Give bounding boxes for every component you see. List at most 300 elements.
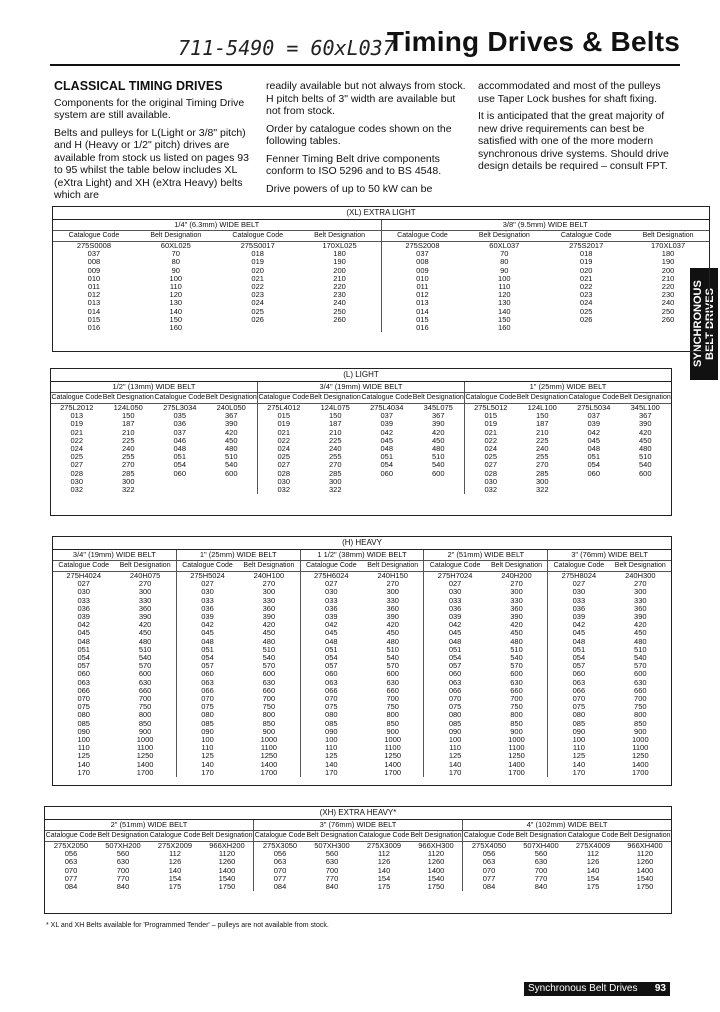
- table-cell: 025: [579, 306, 593, 316]
- table-cell: 900: [386, 726, 399, 736]
- table-cell: 360: [262, 603, 276, 613]
- table-cell: 025: [70, 452, 83, 462]
- table-cell: 030: [448, 587, 462, 597]
- table-cell: 015: [484, 411, 497, 421]
- table-cell: 028: [484, 468, 497, 478]
- table-cell: 700: [262, 694, 276, 704]
- table-cell: 048: [587, 444, 600, 454]
- table-cell: 027: [70, 460, 83, 470]
- width-group: [45, 820, 254, 891]
- table-cell: 075: [448, 702, 462, 712]
- table-cell: 1120: [427, 849, 445, 859]
- table-cell: 800: [634, 710, 647, 720]
- table-cell: 112: [587, 849, 599, 859]
- table-cell: 840: [116, 882, 130, 892]
- table-cell: 125: [572, 751, 586, 761]
- table-cell: 033: [325, 595, 338, 605]
- table-cell: 037: [87, 249, 101, 259]
- table-cell: 480: [224, 444, 238, 454]
- table-cell: 322: [535, 485, 549, 495]
- group-label: 3/4" (19mm) WIDE BELT: [258, 382, 464, 393]
- table-cell: 450: [386, 628, 399, 638]
- table-cell: 900: [262, 726, 276, 736]
- table-cell: 063: [273, 857, 287, 867]
- table-cell: 70: [500, 249, 509, 259]
- table-cell: 630: [138, 677, 152, 687]
- column-header: Belt Designation: [119, 562, 171, 569]
- table-cell: 140: [201, 759, 214, 769]
- table-cell: 085: [448, 718, 462, 728]
- table-cell: 042: [587, 427, 600, 437]
- table-cell: 110: [169, 282, 182, 292]
- data-column: [258, 404, 310, 494]
- table-cell: 063: [201, 677, 214, 687]
- data-column: [114, 572, 175, 777]
- table-cell: 1400: [384, 759, 402, 769]
- belt-width-groups: [53, 550, 671, 777]
- table-cell: 023: [579, 290, 593, 300]
- table-cell: 230: [333, 290, 346, 300]
- table-cell: 066: [201, 685, 214, 695]
- table-cell: 054: [325, 653, 338, 663]
- column-header: Catalogue Code: [68, 232, 120, 239]
- column-header: Catalogue Code: [149, 832, 201, 839]
- table-cell: 420: [510, 620, 523, 630]
- table-cell: 190: [661, 257, 675, 267]
- table-cell: 054: [448, 653, 462, 663]
- table-cell: 275H8024: [561, 571, 597, 580]
- table-cell: 420: [431, 427, 445, 437]
- width-group: [53, 220, 382, 332]
- table-cell: 100: [498, 273, 511, 283]
- table-cell: 033: [77, 595, 90, 605]
- data-column: [177, 572, 238, 777]
- table-cell: 054: [587, 460, 600, 470]
- table-cell: [154, 486, 206, 494]
- table-cell: 051: [173, 452, 186, 462]
- table-cell: 800: [138, 710, 152, 720]
- table-cell: 027: [572, 579, 586, 589]
- data-column: [568, 404, 620, 494]
- table-cell: 085: [201, 718, 214, 728]
- table-cell: 019: [251, 257, 264, 267]
- table-cell: 570: [510, 661, 523, 671]
- table-cell: 170: [325, 767, 338, 777]
- table-cell: 570: [138, 661, 152, 671]
- table-cell: 210: [333, 273, 346, 283]
- table-cell: 285: [535, 468, 549, 478]
- table-cell: 063: [482, 857, 496, 867]
- table-cell: 1700: [260, 767, 278, 777]
- table-cell: 275H4024: [66, 571, 102, 580]
- column-header: Belt Designation: [150, 232, 202, 239]
- column-header: Catalogue Code: [45, 832, 97, 839]
- table-cell: 080: [77, 710, 90, 720]
- table-body: [177, 572, 300, 777]
- table-cell: 1000: [508, 735, 525, 745]
- table-cell: 125: [448, 751, 462, 761]
- table-cell: 150: [498, 314, 511, 324]
- table-cell: 140: [572, 759, 586, 769]
- table-cell: 020: [579, 265, 593, 275]
- column-header: Catalogue Code: [258, 394, 310, 401]
- table-cell: 1100: [632, 743, 649, 753]
- table-cell: 051: [587, 452, 600, 462]
- table-cell: 507XH400: [523, 841, 559, 850]
- table-body: [382, 242, 710, 332]
- table-cell: 045: [77, 628, 90, 638]
- intro-paragraph: Components for the original Timing Drive system are still available.: [54, 96, 245, 121]
- table-cell: 275X3050: [262, 841, 298, 850]
- table-title: (L) LIGHT: [51, 369, 671, 382]
- table-cell: 030: [201, 587, 214, 597]
- table-cell: 80: [171, 257, 180, 267]
- data-column: [97, 842, 149, 891]
- table-cell: 60XL037: [489, 241, 520, 250]
- table-cell: 170XL025: [322, 241, 357, 250]
- table-cell: 057: [77, 661, 90, 671]
- table-body: [465, 404, 671, 494]
- table-cell: 770: [325, 873, 339, 883]
- column-header: Catalogue Code: [154, 394, 206, 401]
- table-cell: 630: [325, 857, 339, 867]
- data-column: [486, 572, 547, 777]
- table-cell: 540: [638, 460, 652, 470]
- table-cell: 056: [273, 849, 287, 859]
- table-cell: 560: [534, 849, 548, 859]
- table-cell: 112: [169, 849, 181, 859]
- table-cell: 035: [173, 411, 186, 421]
- table-cell: 025: [251, 306, 264, 316]
- table-cell: 275H6024: [313, 571, 349, 580]
- table-cell: 060: [201, 669, 214, 679]
- table-cell: [568, 486, 620, 494]
- table-cell: 045: [325, 628, 338, 638]
- column-header: Belt Designation: [367, 562, 419, 569]
- column-header: Catalogue Code: [568, 394, 620, 401]
- table-cell: 051: [572, 644, 586, 654]
- table-cell: 250: [661, 306, 675, 316]
- table-body: [424, 572, 547, 777]
- table-cell: 480: [634, 636, 647, 646]
- table-cell: 510: [638, 452, 652, 462]
- table-cell: 048: [77, 636, 90, 646]
- table-cell: 027: [77, 579, 90, 589]
- column-header: Belt Designation: [412, 394, 464, 401]
- table-cell: 018: [579, 249, 593, 259]
- table-cell: 036: [173, 419, 186, 429]
- table-cell: 170: [201, 767, 214, 777]
- table-cell: 039: [201, 612, 214, 622]
- table-cell: 077: [64, 873, 78, 883]
- table-cell: 124L100: [527, 403, 557, 412]
- column-header: Belt Designation: [614, 562, 666, 569]
- table-cell: 322: [121, 485, 135, 495]
- group-label: 2" (51mm) WIDE BELT: [424, 550, 547, 561]
- table-cell: 300: [535, 476, 549, 486]
- group-label: 1/2" (13mm) WIDE BELT: [51, 382, 257, 393]
- table-cell: 600: [638, 468, 652, 478]
- column-header: Belt Designation: [410, 832, 462, 839]
- data-column: [620, 404, 672, 494]
- table-cell: 1400: [636, 865, 654, 875]
- table-cell: 275L5034: [577, 403, 611, 412]
- group-label: 3/4" (19mm) WIDE BELT: [53, 550, 176, 561]
- table-cell: 090: [325, 726, 338, 736]
- table-cell: 270: [634, 579, 647, 589]
- table-body: [51, 404, 257, 494]
- table-cell: 025: [484, 452, 497, 462]
- column-header: Belt Designation: [478, 232, 530, 239]
- table-cell: 540: [386, 653, 399, 663]
- table-cell: 090: [448, 726, 462, 736]
- table-cell: 126: [377, 857, 391, 867]
- table-cell: 322: [328, 485, 342, 495]
- table-cell: 390: [224, 419, 238, 429]
- xl-table: [52, 206, 710, 352]
- table-cell: 126: [168, 857, 182, 867]
- table-cell: 045: [572, 628, 586, 638]
- table-cell: 275S0008: [76, 241, 112, 250]
- table-cell: 090: [77, 726, 90, 736]
- column-header: Belt Designation: [515, 832, 567, 839]
- width-group: [51, 382, 258, 494]
- table-cell: 1250: [260, 751, 278, 761]
- table-cell: 367: [224, 411, 238, 421]
- table-cell: 060: [380, 468, 393, 478]
- table-cell: 063: [64, 857, 78, 867]
- table-cell: 1000: [136, 735, 154, 745]
- table-cell: 014: [416, 306, 429, 316]
- table-body: [463, 842, 671, 891]
- table-cell: 510: [634, 644, 647, 654]
- column-header: Catalogue Code: [463, 832, 515, 839]
- table-cell: 084: [64, 882, 78, 892]
- table-cell: 140: [325, 759, 338, 769]
- table-cell: 560: [325, 849, 339, 859]
- group-label: 1 1/2" (38mm) WIDE BELT: [301, 550, 424, 561]
- table-cell: 039: [325, 612, 338, 622]
- data-column: [45, 842, 97, 891]
- table-cell: 018: [251, 249, 264, 259]
- table-cell: 1750: [636, 882, 654, 892]
- table-cell: 120: [498, 290, 511, 300]
- table-cell: 030: [484, 476, 497, 486]
- table-cell: 080: [201, 710, 214, 720]
- table-cell: 300: [510, 587, 523, 597]
- table-cell: 230: [661, 290, 675, 300]
- table-title: (H) HEAVY: [53, 537, 671, 550]
- table-cell: 037: [173, 427, 186, 437]
- table-cell: 190: [333, 257, 346, 267]
- intro-paragraph: Belts and pulleys for L(Light or 3/8" pitch) and H (Heavy or 1/2" pitch) drives are available from stock us listed on pages 93 to 95 whilst the table below includes XL (eXtra Light) and XH (eXtra Heavy) belts which are: [54, 126, 249, 201]
- belt-width-groups: [53, 220, 709, 332]
- table-cell: 1120: [218, 849, 236, 859]
- table-cell: 150: [121, 411, 135, 421]
- table-cell: 210: [328, 427, 342, 437]
- table-cell: 060: [325, 669, 338, 679]
- table-cell: 032: [484, 485, 497, 495]
- table-cell: 1250: [508, 751, 525, 761]
- table-cell: 175: [586, 882, 600, 892]
- table-cell: 570: [386, 661, 399, 671]
- table-cell: 022: [484, 435, 497, 445]
- table-cell: 360: [386, 603, 399, 613]
- table-cell: 080: [325, 710, 338, 720]
- table-cell: 020: [251, 265, 264, 275]
- table-cell: 60XL025: [160, 241, 191, 250]
- data-column: [51, 404, 103, 494]
- table-cell: 045: [380, 435, 393, 445]
- table-cell: 060: [572, 669, 586, 679]
- table-cell: 175: [377, 882, 391, 892]
- table-cell: 275H5024: [190, 571, 225, 580]
- table-cell: 507XH300: [314, 841, 350, 850]
- table-cell: 390: [634, 612, 647, 622]
- table-cell: 009: [87, 265, 101, 275]
- group-label: 1/4" (6.3mm) WIDE BELT: [53, 220, 381, 231]
- width-group: [465, 382, 671, 494]
- table-cell: [217, 324, 299, 332]
- table-cell: 051: [380, 452, 393, 462]
- table-cell: 010: [416, 273, 429, 283]
- table-cell: 270: [138, 579, 152, 589]
- table-cell: 630: [116, 857, 130, 867]
- table-cell: 240H150: [377, 571, 408, 580]
- table-cell: 600: [262, 669, 276, 679]
- table-cell: 420: [224, 427, 238, 437]
- width-group: [177, 550, 301, 777]
- table-cell: 1260: [427, 857, 445, 867]
- table-cell: 036: [325, 603, 338, 613]
- table-cell: 125: [201, 751, 214, 761]
- table-cell: 057: [325, 661, 338, 671]
- table-cell: 028: [277, 468, 290, 478]
- column-header: Catalogue Code: [560, 232, 612, 239]
- table-body: [45, 842, 253, 891]
- table-cell: 100: [572, 735, 586, 745]
- column-header: Belt Designation: [201, 832, 253, 839]
- data-column: [299, 242, 381, 332]
- table-cell: 015: [416, 314, 429, 324]
- table-cell: 360: [138, 603, 152, 613]
- table-cell: 1400: [260, 759, 278, 769]
- table-cell: 200: [661, 265, 675, 275]
- table-cell: [206, 486, 258, 494]
- table-cell: 039: [380, 419, 393, 429]
- table-cell: [361, 486, 413, 494]
- table-cell: 600: [138, 669, 152, 679]
- table-cell: 850: [138, 718, 152, 728]
- table-cell: 540: [431, 460, 445, 470]
- table-cell: 510: [262, 644, 276, 654]
- table-cell: 700: [116, 865, 130, 875]
- table-cell: 075: [325, 702, 338, 712]
- column-header: Catalogue Code: [306, 562, 357, 569]
- table-cell: 013: [70, 411, 83, 421]
- table-cell: 750: [138, 702, 152, 712]
- table-cell: 022: [579, 282, 593, 292]
- column-header: Catalogue Code: [361, 394, 413, 401]
- table-cell: 510: [431, 452, 445, 462]
- table-cell: 039: [448, 612, 462, 622]
- side-tab: SYNCHRONOUS BELT DRIVES: [690, 268, 718, 380]
- column-header: Catalogue Code: [51, 394, 103, 401]
- table-cell: 051: [325, 644, 338, 654]
- table-cell: 033: [448, 595, 462, 605]
- data-column: [567, 842, 619, 891]
- group-label: 3" (76mm) WIDE BELT: [254, 820, 462, 831]
- width-group: [301, 550, 425, 777]
- table-cell: 750: [386, 702, 399, 712]
- table-cell: 187: [121, 419, 135, 429]
- table-body: [548, 572, 671, 777]
- table-cell: 570: [262, 661, 276, 671]
- table-cell: 030: [325, 587, 338, 597]
- table-cell: 011: [87, 282, 100, 292]
- data-column: [548, 572, 609, 777]
- table-cell: 300: [386, 587, 399, 597]
- data-column: [53, 242, 135, 332]
- column-header: Belt Designation: [642, 232, 694, 239]
- column-header: Catalogue Code: [254, 832, 306, 839]
- table-cell: 225: [328, 435, 342, 445]
- table-cell: 700: [510, 694, 523, 704]
- table-cell: 019: [70, 419, 83, 429]
- table-cell: 1250: [136, 751, 154, 761]
- column-header: Catalogue Code: [429, 562, 481, 569]
- table-cell: 140: [168, 865, 182, 875]
- table-cell: 345L100: [630, 403, 660, 412]
- table-cell: 037: [587, 411, 600, 421]
- table-cell: 066: [572, 685, 586, 695]
- data-column: [515, 842, 567, 891]
- table-cell: 030: [70, 476, 83, 486]
- table-cell: [413, 486, 465, 494]
- column-header: Belt Designation: [205, 394, 257, 401]
- table-cell: 90: [171, 265, 180, 275]
- table-cell: 140: [77, 759, 90, 769]
- table-cell: 042: [77, 620, 90, 630]
- table-cell: 026: [251, 314, 264, 324]
- table-cell: 850: [510, 718, 523, 728]
- table-cell: 070: [201, 694, 214, 704]
- table-cell: 450: [262, 628, 276, 638]
- table-cell: 560: [116, 849, 130, 859]
- table-cell: 048: [380, 444, 393, 454]
- table-cell: 260: [333, 314, 346, 324]
- group-label: 3" (76mm) WIDE BELT: [548, 550, 671, 561]
- table-cell: 255: [121, 452, 135, 462]
- column-header: Catalogue Code: [358, 832, 410, 839]
- table-cell: 210: [121, 427, 135, 437]
- table-title: (XL) EXTRA LIGHT: [53, 207, 709, 220]
- table-cell: 036: [572, 603, 586, 613]
- width-group: [548, 550, 671, 777]
- page-title: Timing Drives & Belts: [386, 26, 680, 57]
- table-cell: 110: [449, 743, 462, 753]
- column-header: Belt Designation: [619, 832, 671, 839]
- table-cell: 124L075: [320, 403, 350, 412]
- table-cell: 027: [484, 460, 497, 470]
- table-cell: 051: [448, 644, 462, 654]
- table-cell: 270: [328, 460, 342, 470]
- table-cell: 270: [535, 460, 549, 470]
- table-cell: 225: [535, 435, 549, 445]
- table-cell: 100: [201, 735, 214, 745]
- table-cell: 300: [121, 476, 135, 486]
- table-cell: 170XL037: [650, 241, 686, 250]
